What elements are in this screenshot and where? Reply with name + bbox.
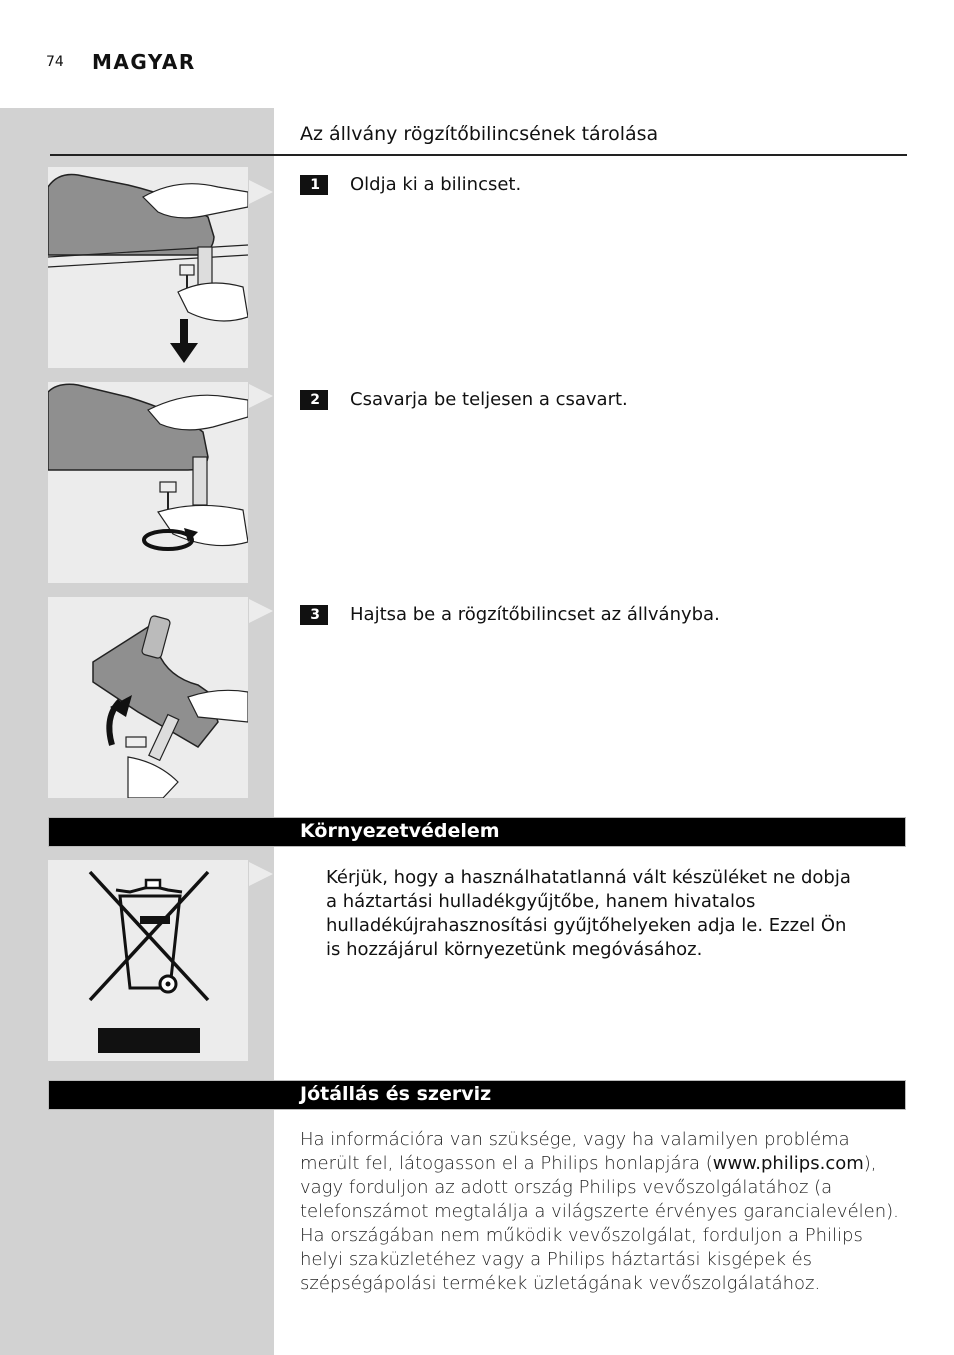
step-text: Oldja ki a bilincset. (350, 174, 522, 195)
step-number: 2 (300, 390, 328, 410)
step-text: Csavarja be teljesen a csavart. (350, 389, 628, 410)
illustration-pointer (249, 384, 273, 408)
screw-tighten-illustration (48, 382, 248, 583)
step-1 (300, 174, 521, 195)
step-2 (300, 389, 628, 410)
storage-section-title: Az állvány rögzítőbilincsének tárolása (300, 123, 659, 145)
crossed-out-wheelie-bin-icon (48, 860, 248, 1061)
title-divider (50, 154, 907, 156)
environment-section-band (48, 817, 906, 847)
step-number: 3 (300, 605, 328, 625)
warranty-text-before: Ha információra van szüksége, vagy ha valamilyen probléma merült fel, látogasson el a Philips honlapjára ( (300, 1129, 850, 1174)
warranty-section-band (48, 1080, 906, 1110)
illustration-pointer (249, 599, 273, 623)
language-heading: MAGYAR (92, 50, 196, 74)
step-text: Hajtsa be a rögzítőbilincset az állványba. (350, 604, 720, 625)
environment-section-title: Környezetvédelem (300, 820, 500, 842)
illustration-pointer (249, 862, 273, 886)
page-number: 74 (46, 54, 64, 70)
step-number: 1 (300, 175, 328, 195)
warranty-text (300, 1128, 900, 1296)
stand-clamp-release-illustration (48, 167, 248, 368)
fold-clamp-illustration (48, 597, 248, 798)
warranty-section-title: Jótállás és szerviz (300, 1083, 492, 1105)
warranty-text-after: ), vagy forduljon az adott ország Philips vevőszolgálatához (a telefonszámot megtalálja a világszerte érvényes garancialevélen). Ha országában nem működik vevőszolgálat, forduljon a Philips helyi szaküzletéhez vagy a Philips háztartási kisgépek és szépségápolási termékek üzletágának vevőszolgálatához. (300, 1153, 899, 1294)
philips-website-link[interactable]: www.philips.com (712, 1153, 864, 1174)
step-3 (300, 604, 720, 625)
illustration-pointer (249, 180, 273, 204)
environment-text: Kérjük, hogy a használhatatlanná vált készüléket ne dobja a háztartási hulladékgyűjtőbe, hanem hivatalos hulladékújrahasznosítási gyűjtőhelyeken adja le. Ezzel Ön is hozzájárul környezetünk megóvásához. (326, 867, 851, 960)
